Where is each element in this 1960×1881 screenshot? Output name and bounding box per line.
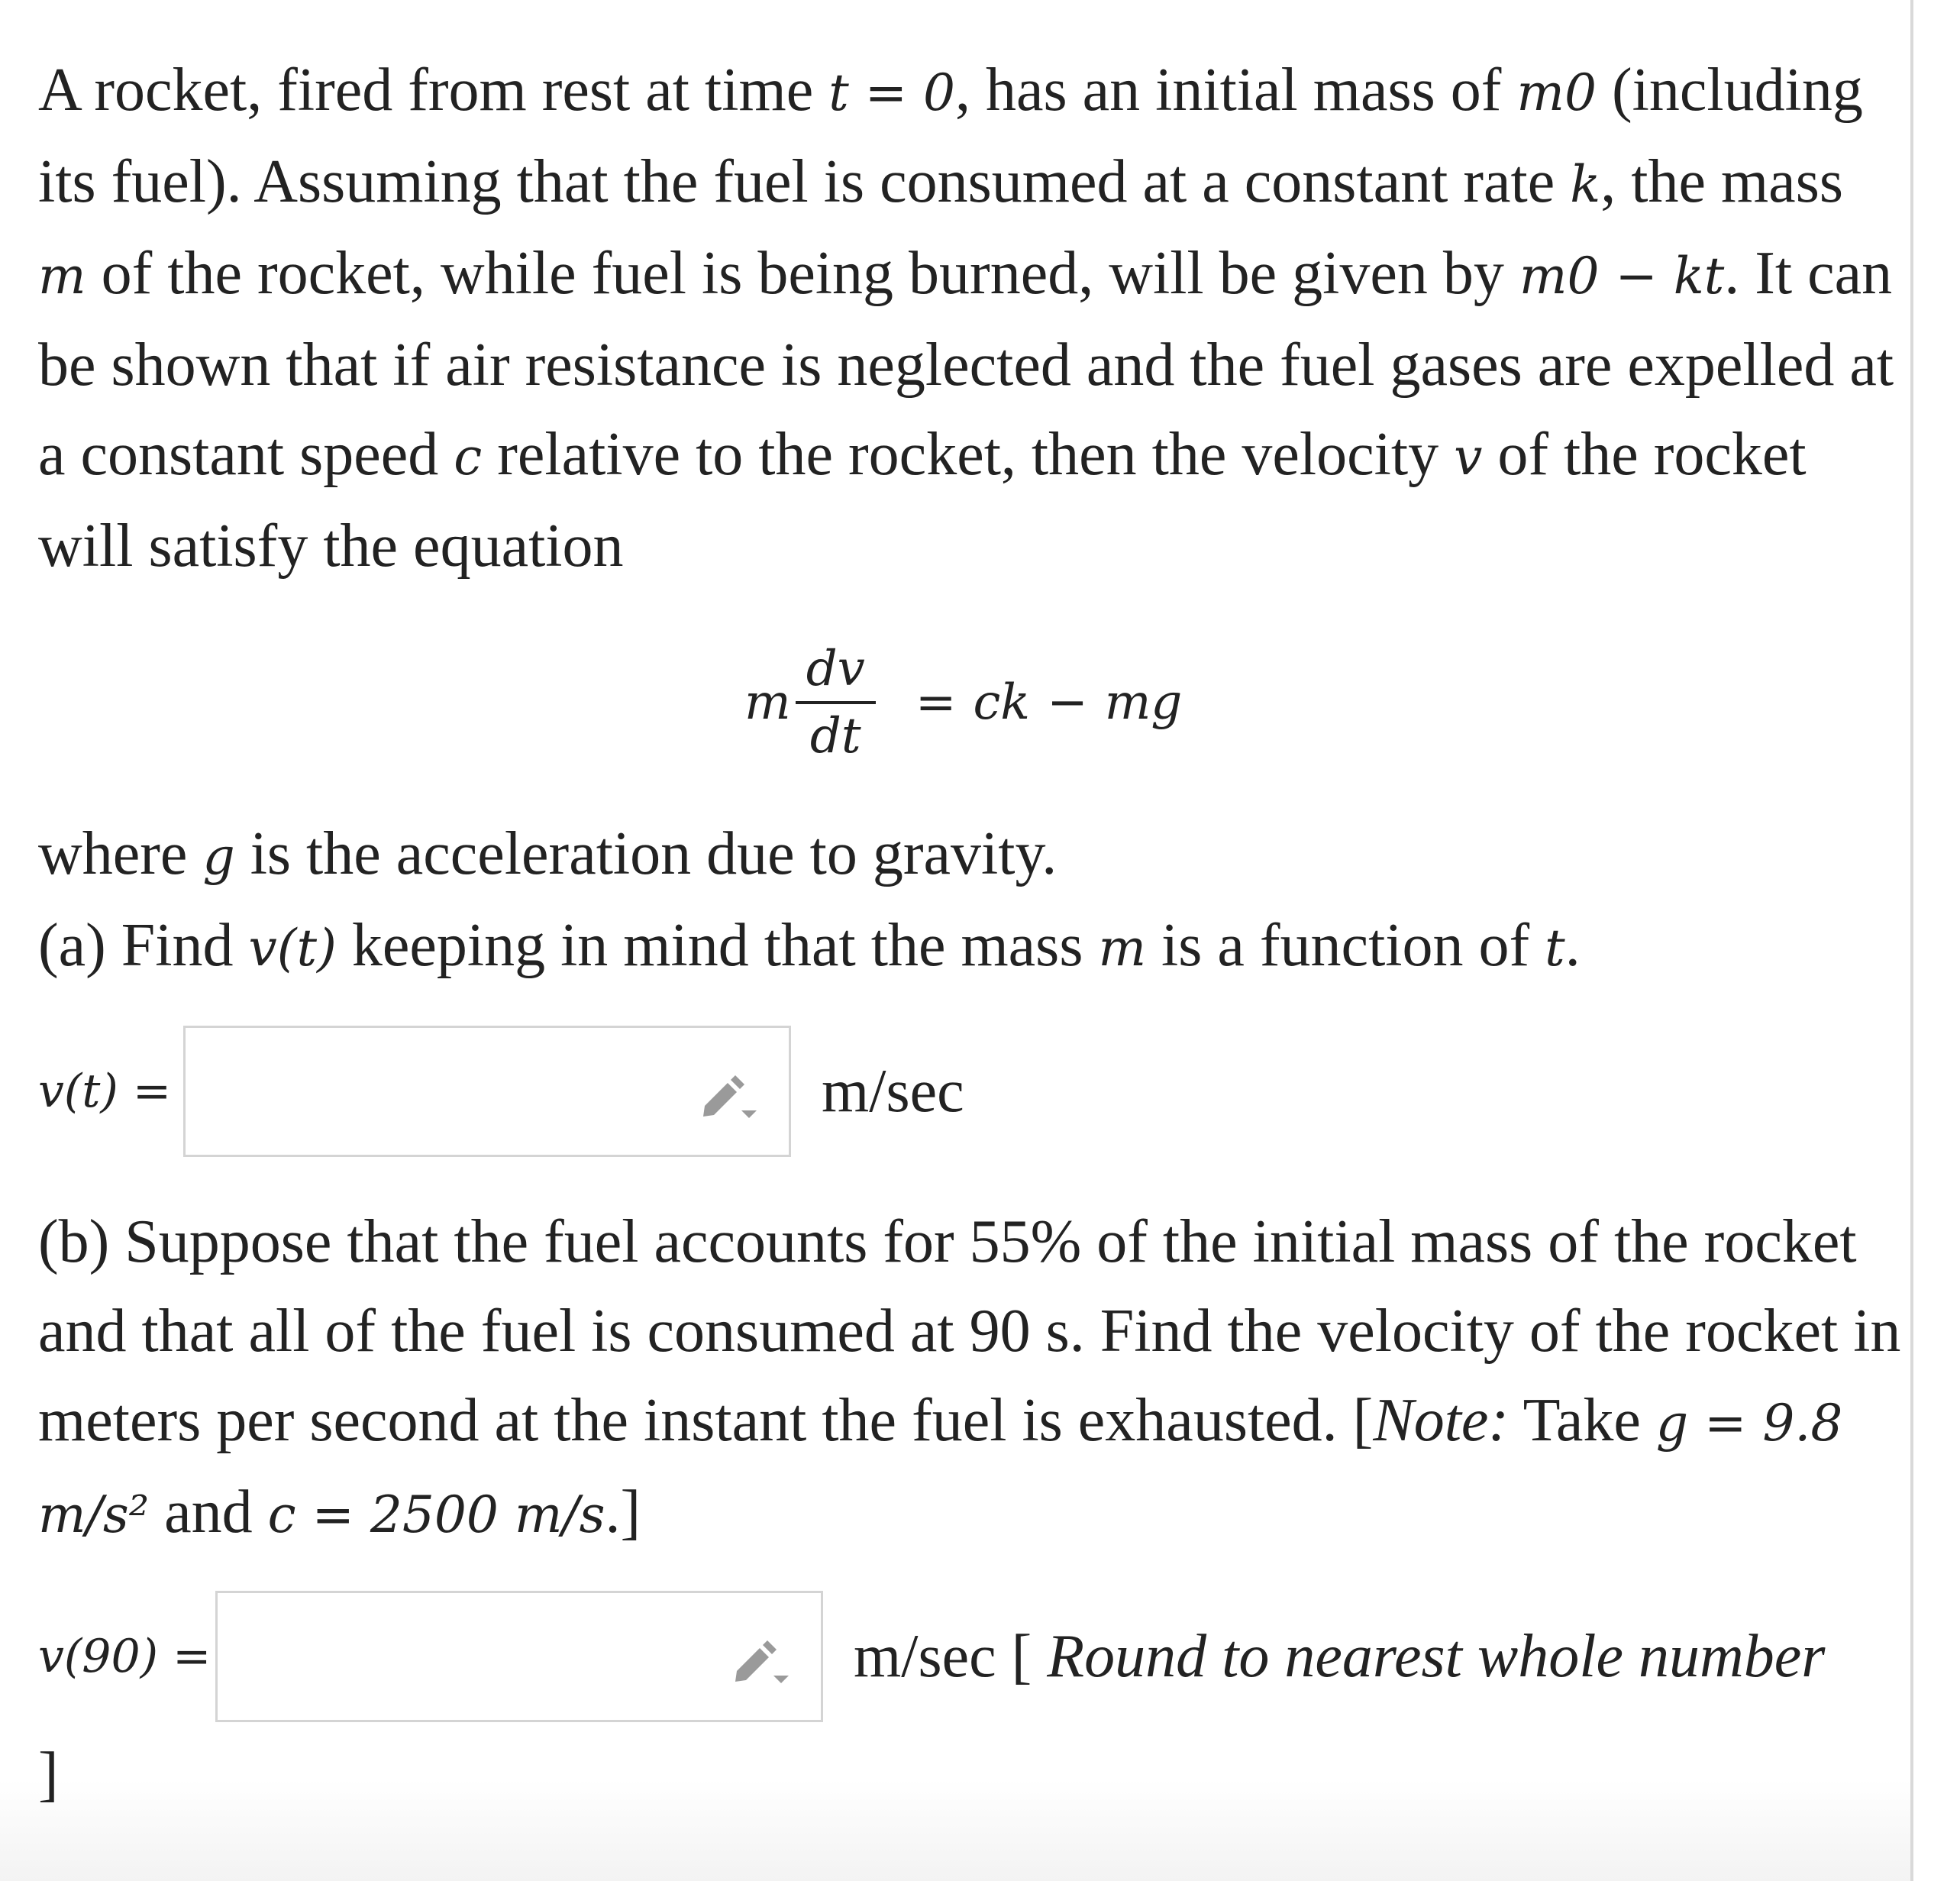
answer-a-unit: m/sec xyxy=(822,1057,964,1125)
part-b-text-4: .] xyxy=(605,1479,641,1546)
intro-text-8: of the rocket will satisfy the equation xyxy=(38,421,1807,580)
part-a-text-4: . xyxy=(1564,912,1581,979)
display-equation xyxy=(744,634,1182,771)
part-a-text-2: keeping in mind that the mass xyxy=(336,912,1099,979)
problem-intro xyxy=(38,46,1901,591)
intro-v: v xyxy=(1454,428,1483,486)
equation-denominator: dt xyxy=(809,708,861,764)
intro-k: k xyxy=(1570,155,1601,214)
intro-text-2: , has an initial mass of xyxy=(954,57,1517,124)
part-b-c-value: c = 2500 m/s xyxy=(267,1485,605,1544)
answer-a-box xyxy=(183,1026,791,1157)
equation-rhs xyxy=(899,674,1183,731)
answer-b-unit-group xyxy=(854,1622,1825,1692)
intro-time-zero: t = 0 xyxy=(828,63,955,122)
answer-b-rounding-hint: Round to nearest whole number xyxy=(1047,1622,1826,1690)
page-right-border xyxy=(1910,0,1913,1881)
intro-text-5: of the rocket, while fuel is being burned, will be given by xyxy=(86,240,1519,307)
answer-b-closing-bracket: ] xyxy=(38,1740,59,1808)
part-b-text-2: Take xyxy=(1509,1387,1656,1454)
part-a-m: m xyxy=(1098,919,1147,978)
equation-minus: − xyxy=(1047,674,1088,731)
part-b-g-value: g = 9.8 m/s² xyxy=(38,1394,1843,1544)
intro-text-3: (including its fuel). Assuming that the fuel is consumed at a constant rate xyxy=(38,57,1863,215)
part-a-text-3: is a function of xyxy=(1146,912,1545,979)
after-eq-text-1: where xyxy=(38,820,203,887)
part-b-note: Note: xyxy=(1373,1387,1510,1454)
intro-c: c xyxy=(454,428,483,486)
answer-b-closing-line xyxy=(38,1730,1901,1819)
equation-numerator: dv xyxy=(796,642,876,704)
problem-content xyxy=(38,46,1901,591)
intro-mass-expression: m0 − kt xyxy=(1519,247,1725,305)
after-equation-text xyxy=(38,810,1901,901)
answer-b-row xyxy=(38,1591,1825,1722)
equation-fraction xyxy=(796,642,876,764)
part-a-prompt xyxy=(38,901,1901,993)
equation-equals: = xyxy=(915,674,957,731)
equation-ck: ck xyxy=(973,674,1031,731)
part-a-section xyxy=(38,810,1901,993)
equation-mg: mg xyxy=(1104,674,1183,731)
answer-b-box xyxy=(215,1591,823,1722)
answer-b-label-text: v(90) = xyxy=(38,1630,211,1683)
part-b-text-1: (b) Suppose that the fuel accounts for 55% of the initial mass of the rocket and that all of the fuel is consumed at 90 s. Find the velocity of the rocket in meters per second at the instant the fuel is exhausted. [ xyxy=(38,1208,1901,1454)
part-b-section xyxy=(38,1197,1901,1559)
intro-text-6: . It can be shown that if air resistance is neglected and the fuel gases are expelled at a constant speed xyxy=(38,240,1894,488)
after-eq-text-2: is the acceleration due to gravity. xyxy=(234,820,1057,887)
part-a-vt: v(t) xyxy=(248,919,337,978)
answer-b-unit: m/sec [ xyxy=(854,1622,1032,1690)
answer-a-label xyxy=(38,1065,183,1118)
pencil-dropdown-icon[interactable] xyxy=(697,1066,758,1127)
intro-text-4: , the mass xyxy=(1600,148,1843,215)
part-a-text-1: (a) Find xyxy=(38,912,249,979)
part-b-prompt xyxy=(38,1197,1901,1559)
after-eq-g: g xyxy=(202,827,235,886)
pencil-dropdown-icon[interactable] xyxy=(729,1631,790,1692)
answer-a-label-text: v(t) = xyxy=(38,1065,172,1118)
part-b-text-3: and xyxy=(149,1479,268,1546)
intro-m0: m0 xyxy=(1516,63,1597,122)
equation-lhs-m: m xyxy=(744,674,791,731)
answer-b-label xyxy=(38,1630,215,1683)
part-a-t: t xyxy=(1545,919,1565,978)
intro-text-7: relative to the rocket, then the velocity xyxy=(482,421,1455,488)
intro-m: m xyxy=(38,247,86,305)
answer-a-row xyxy=(38,1026,964,1157)
intro-text-1: A rocket, fired from rest at time xyxy=(38,57,829,124)
